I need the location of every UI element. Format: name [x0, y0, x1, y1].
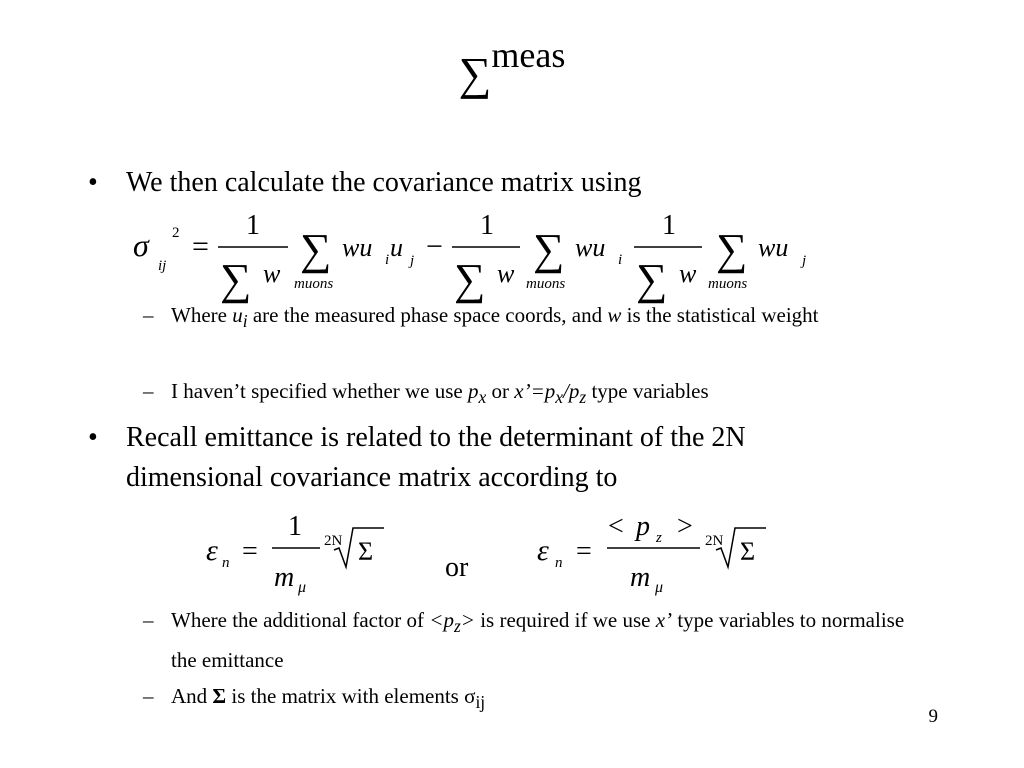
sub-bullet-dash: –	[143, 379, 154, 403]
svg-text:n: n	[555, 555, 563, 571]
svg-text:>: >	[677, 511, 693, 542]
svg-text:2N: 2N	[705, 533, 724, 549]
svg-text:p: p	[636, 511, 650, 542]
svg-text:j: j	[410, 253, 415, 269]
svg-text:μ: μ	[298, 579, 307, 596]
emittance-formula-pz	[537, 511, 766, 596]
svg-text:m: m	[630, 562, 651, 593]
svg-text:2N: 2N	[324, 533, 343, 549]
bullet-dot: •	[88, 167, 98, 198]
svg-text:wu: wu	[342, 233, 373, 262]
svg-text:=: =	[242, 536, 258, 567]
emittance-formula-basic	[206, 511, 384, 596]
svg-text:1: 1	[662, 210, 676, 241]
svg-text:Σ: Σ	[358, 537, 374, 566]
svg-text:ij: ij	[158, 258, 167, 274]
svg-text:muons: muons	[294, 276, 334, 292]
svg-text:1: 1	[480, 210, 494, 241]
svg-text:1: 1	[288, 511, 302, 542]
svg-text:ε: ε	[206, 534, 218, 567]
svg-text:muons: muons	[526, 276, 566, 292]
svg-text:ε: ε	[537, 534, 549, 567]
svg-text:σ: σ	[133, 227, 149, 263]
sub-bullet-dash: –	[143, 684, 154, 708]
svg-text:∑: ∑	[533, 225, 565, 274]
svg-text:w: w	[679, 259, 697, 288]
or-connector: or	[445, 552, 469, 583]
svg-text:<: <	[608, 511, 624, 542]
svg-text:2: 2	[172, 225, 180, 241]
svg-text:μ: μ	[655, 579, 664, 596]
svg-text:∑: ∑	[454, 255, 486, 304]
svg-text:z: z	[656, 530, 662, 546]
page-number: 9	[928, 706, 938, 727]
svg-text:−: −	[426, 230, 443, 263]
sub-bullet-text: And Σ is the matrix with elements $\sigma_{ij}$	[171, 684, 486, 713]
covariance-formula	[133, 210, 806, 304]
svg-text:1: 1	[246, 210, 260, 241]
svg-text:m: m	[274, 562, 295, 593]
title-superscript: meas	[491, 35, 566, 75]
svg-text:w: w	[263, 259, 281, 288]
svg-text:=: =	[576, 536, 592, 567]
svg-text:i: i	[385, 252, 390, 268]
sub-bullet-text: Where the additional factor of $<p_z>$ is required if we use x’ type variables to normalise the emittance	[171, 608, 905, 673]
bullet-dot: •	[88, 422, 98, 453]
svg-text:Σ: Σ	[740, 537, 756, 566]
svg-text:wu: wu	[575, 233, 606, 262]
svg-text:j: j	[802, 253, 807, 269]
svg-text:n: n	[222, 555, 230, 571]
svg-text:w: w	[497, 259, 515, 288]
sub-bullet-dash: –	[143, 608, 154, 632]
svg-text:i: i	[618, 252, 623, 268]
bullet-text: We then calculate the covariance matrix using	[126, 167, 642, 198]
svg-text:muons: muons	[708, 276, 748, 292]
svg-text:∑: ∑	[716, 225, 748, 274]
svg-text:wu: wu	[758, 233, 789, 262]
svg-text:u: u	[390, 233, 403, 262]
svg-text:∑: ∑	[636, 255, 668, 304]
svg-text:∑: ∑	[220, 255, 252, 304]
svg-text:=: =	[192, 230, 209, 263]
svg-text:∑: ∑	[300, 225, 332, 274]
bullet-text: Recall emittance is related to the determinant of the 2N dimensional covariance matrix according to	[126, 422, 746, 493]
title-sigma: ∑	[458, 48, 492, 99]
sub-bullet-text: Where $u_i$ are the measured phase space coords, and w is the statistical weight	[171, 303, 819, 332]
sub-bullet-dash: –	[143, 303, 154, 327]
sub-bullet-text: I haven’t specified whether we use $p_x$ or $x’=p_x/p_z$ type variables	[171, 379, 709, 408]
